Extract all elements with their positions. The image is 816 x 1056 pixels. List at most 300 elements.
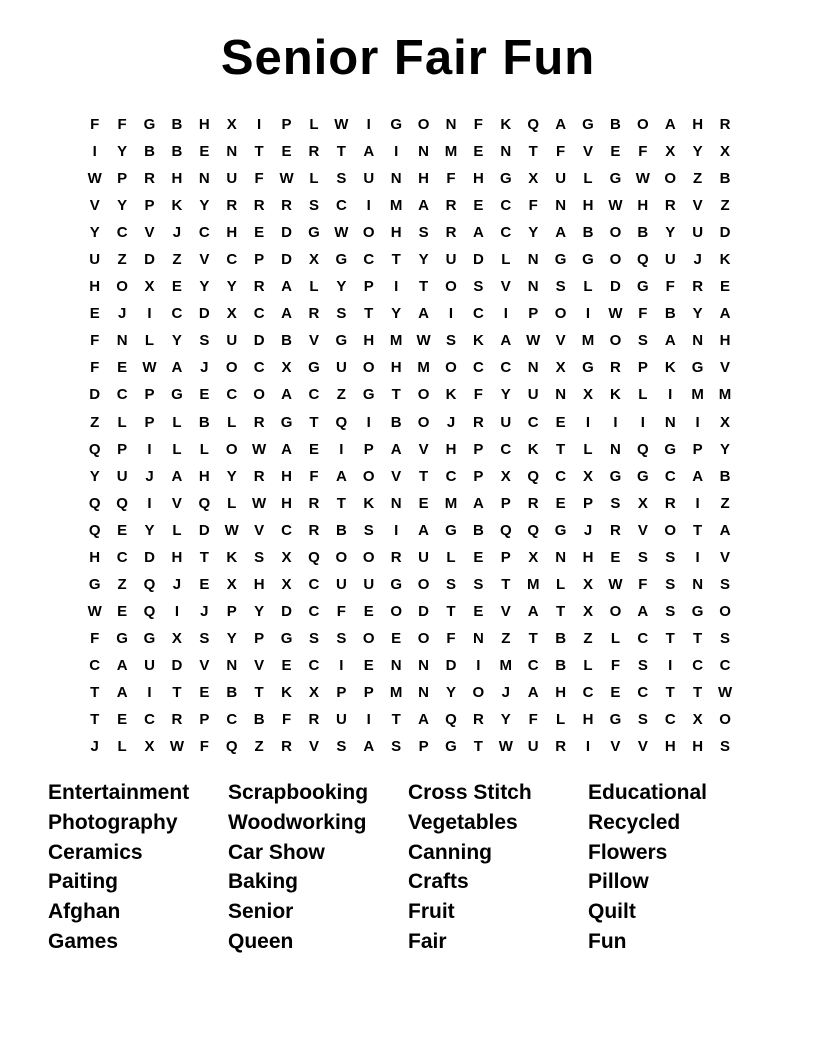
grid-cell: T [665, 684, 675, 701]
grid-cell: C [637, 684, 649, 701]
grid-cell: N [445, 116, 457, 134]
grid-cell: U [335, 359, 347, 377]
grid-cell: E [720, 278, 731, 296]
grid-cell: S [610, 494, 621, 512]
grid-cell: X [308, 684, 319, 701]
grid-cell: D [253, 332, 265, 350]
grid-cell: F [254, 170, 264, 188]
grid-cell: O [390, 602, 402, 620]
grid-cell: O [445, 278, 457, 296]
grid-cell: F [309, 467, 319, 485]
grid-cell: Z [693, 170, 703, 188]
grid-cell: J [583, 521, 593, 539]
grid-cell: I [339, 440, 344, 458]
grid-cell: T [336, 494, 346, 512]
grid-cell: S [720, 738, 731, 756]
grid-cell: J [117, 305, 127, 323]
word-list-item: Ceramics [48, 840, 143, 864]
grid-cell: D [719, 224, 731, 242]
grid-cell: Y [336, 278, 347, 296]
grid-cell: A [527, 602, 539, 620]
grid-row [81, 490, 739, 517]
grid-cell: N [472, 629, 484, 647]
grid-cell: A [664, 332, 676, 350]
grid-cell: U [692, 224, 704, 242]
grid-cell: Y [226, 467, 237, 485]
grid-cell: F [117, 116, 127, 134]
grid-cell: W [498, 738, 513, 756]
grid-cell: E [199, 575, 210, 593]
grid-cell: X [144, 738, 155, 756]
grid-cell: P [473, 440, 484, 458]
grid-cell: Y [117, 197, 128, 215]
word-list-item: Vegetables [408, 810, 518, 834]
grid-cell: A [281, 386, 292, 404]
grid-cell: R [692, 278, 704, 296]
grid-cell: Q [335, 413, 348, 431]
grid-cell: B [171, 143, 183, 161]
grid-row [81, 300, 739, 327]
grid-cell: C [555, 467, 567, 485]
grid-cell: V [500, 278, 511, 296]
grid-cell: B [472, 521, 484, 539]
grid-cell: Z [336, 386, 346, 404]
grid-cell: I [585, 413, 591, 431]
grid-cell: M [691, 386, 704, 404]
grid-cell: I [503, 305, 508, 323]
grid-cell: U [445, 251, 457, 269]
grid-cell: C [116, 548, 128, 566]
grid-cell: Y [144, 521, 155, 539]
grid-cell: G [582, 116, 594, 134]
grid-cell: A [363, 143, 375, 161]
grid-cell: X [583, 575, 594, 593]
grid-cell: O [719, 602, 731, 620]
grid-cell: H [692, 116, 704, 134]
grid-cell: H [582, 548, 594, 566]
grid-cell: T [693, 521, 703, 539]
grid-cell: V [391, 467, 402, 485]
grid-cell: V [308, 738, 319, 756]
grid-cell: G [143, 629, 156, 647]
grid-cell: V [637, 521, 648, 539]
grid-cell: G [88, 575, 101, 593]
grid-cell: F [199, 738, 209, 756]
grid-cell: V [254, 521, 265, 539]
grid-cell: E [199, 386, 210, 404]
grid-cell: U [363, 170, 375, 188]
grid-cell: D [171, 656, 183, 674]
grid-cell: A [363, 738, 375, 756]
grid-cell: V [610, 738, 621, 756]
grid-cell: O [362, 629, 375, 647]
grid-cell: A [281, 278, 292, 296]
grid-cell: S [336, 170, 347, 188]
grid-cell: H [390, 359, 402, 377]
word-list-item: Fruit [408, 900, 455, 924]
grid-cell: T [391, 711, 401, 729]
grid-cell: C [472, 359, 484, 377]
word-list-item: Educational [588, 781, 708, 804]
grid-cell: C [116, 386, 128, 404]
grid-cell: Z [501, 629, 511, 647]
grid-cell: F [638, 305, 648, 323]
grid-cell: Q [88, 521, 101, 539]
grid-cell: F [90, 332, 100, 350]
grid-cell: P [418, 738, 429, 756]
grid-cell: Q [143, 575, 156, 593]
grid-cell: E [610, 684, 621, 701]
word-list-item: Entertainment [48, 781, 190, 804]
grid-cell: Y [692, 143, 703, 161]
grid-cell: T [446, 602, 456, 620]
grid-cell: L [583, 656, 593, 674]
grid-cell: V [500, 602, 511, 620]
grid-cell: R [390, 548, 402, 566]
grid-cell: S [336, 629, 347, 647]
grid-cell: S [445, 332, 456, 350]
grid-cell: E [473, 548, 484, 566]
word-list-item: Games [48, 930, 119, 954]
grid-cell: I [585, 305, 591, 323]
word-list-item: Flowers [588, 840, 668, 864]
grid-cell: A [418, 711, 429, 729]
grid-cell: G [390, 116, 402, 134]
grid-cell: I [366, 197, 371, 215]
grid-cell: F [473, 116, 483, 134]
grid-cell: Y [692, 305, 703, 323]
grid-cell: H [582, 197, 594, 215]
grid-cell: R [308, 711, 320, 729]
grid-cell: N [555, 386, 567, 404]
grid-cell: Q [527, 116, 540, 134]
grid-cell: Q [308, 548, 320, 566]
grid-cell: R [144, 170, 155, 188]
grid-cell: M [389, 332, 403, 350]
grid-cell: D [198, 305, 210, 323]
grid-cell: Q [527, 467, 540, 485]
grid-cell: I [695, 548, 700, 566]
grid-cell: A [719, 521, 731, 539]
word-list-item: Recycled [588, 810, 681, 834]
grid-row [81, 733, 739, 760]
grid-cell: N [555, 548, 567, 566]
grid-cell: R [445, 197, 457, 215]
grid-cell: S [637, 656, 648, 674]
grid-cell: H [555, 684, 567, 701]
grid-cell: Y [89, 224, 100, 242]
word-list-column [228, 778, 408, 957]
grid-cell: C [198, 224, 210, 242]
grid-row [81, 354, 739, 381]
grid-cell: D [89, 386, 101, 404]
word-list-item: Crafts [408, 870, 469, 894]
grid-cell: J [501, 684, 510, 701]
grid-cell: X [583, 467, 594, 485]
grid-cell: P [363, 278, 374, 296]
grid-cell: N [390, 656, 402, 674]
grid-cell: C [692, 656, 704, 674]
grid-cell: L [172, 521, 182, 539]
grid-cell: C [308, 602, 320, 620]
grid-cell: N [692, 332, 704, 350]
grid-cell: L [556, 575, 566, 593]
grid-row [81, 327, 739, 354]
grid-cell: K [281, 684, 292, 701]
grid-cell: Q [88, 440, 101, 458]
grid-cell: C [308, 575, 320, 593]
grid-cell: N [390, 170, 402, 188]
grid-cell: A [171, 359, 183, 377]
grid-cell: C [226, 386, 238, 404]
grid-cell: D [445, 656, 457, 674]
grid-cell: O [609, 224, 622, 242]
grid-cell: S [555, 278, 566, 296]
grid-cell: O [636, 116, 649, 134]
grid-cell: P [363, 440, 374, 458]
grid-cell: N [527, 251, 539, 269]
grid-cell: V [199, 251, 210, 269]
grid-cell: H [719, 332, 731, 350]
grid-cell: X [555, 359, 566, 377]
grid-cell: F [610, 656, 620, 674]
grid-cell: F [556, 143, 566, 161]
word-list-item: Photography [48, 810, 178, 834]
grid-cell: Y [89, 467, 100, 485]
grid-cell: I [257, 116, 262, 134]
grid-cell: M [499, 656, 513, 674]
grid-cell: I [394, 521, 399, 539]
grid-cell: N [692, 575, 704, 593]
grid-cell: C [582, 684, 594, 701]
grid-cell: J [446, 413, 456, 431]
grid-cell: A [418, 521, 429, 539]
grid-cell: S [637, 548, 648, 566]
grid-cell: L [446, 548, 456, 566]
grid-cell: W [279, 170, 294, 188]
grid-cell: R [719, 116, 731, 134]
grid-cell: H [692, 738, 704, 756]
grid-cell: V [308, 332, 319, 350]
grid-cell: B [198, 413, 210, 431]
grid-cell: Z [720, 494, 730, 512]
grid-cell: D [144, 251, 155, 269]
grid-cell: B [719, 467, 731, 485]
grid-cell: O [472, 684, 485, 701]
word-list-item: Fair [408, 930, 447, 954]
grid-cell: F [90, 116, 100, 134]
grid-cell: X [144, 278, 155, 296]
grid-cell: T [556, 440, 566, 458]
grid-cell: F [90, 359, 100, 377]
grid-cell: R [527, 494, 539, 512]
grid-cell: S [665, 548, 676, 566]
word-search-grid [81, 111, 739, 760]
grid-row [81, 111, 739, 138]
grid-cell: T [199, 548, 209, 566]
grid-cell: W [224, 521, 239, 539]
grid-cell: T [556, 602, 566, 620]
grid-cell: P [254, 629, 265, 647]
grid-cell: Z [254, 738, 264, 756]
grid-cell: F [336, 602, 346, 620]
grid-cell: K [363, 494, 375, 512]
grid-row [81, 409, 739, 436]
grid-cell: T [90, 684, 100, 701]
grid-cell: A [335, 467, 347, 485]
grid-cell: L [199, 440, 209, 458]
grid-cell: H [418, 170, 429, 188]
grid-cell: Y [720, 440, 731, 458]
grid-cell: S [254, 548, 265, 566]
grid-cell: O [362, 548, 375, 566]
word-list-item: Paiting [48, 870, 119, 894]
grid-cell: M [417, 359, 430, 377]
grid-cell: X [583, 602, 594, 620]
grid-cell: C [171, 305, 183, 323]
grid-cell: R [253, 278, 265, 296]
grid-row [81, 273, 739, 300]
grid-cell: W [334, 116, 349, 134]
grid-cell: P [117, 440, 128, 458]
word-list-item: Senior [228, 900, 294, 924]
grid-cell: C [664, 467, 676, 485]
grid-cell: I [394, 143, 399, 161]
grid-cell: U [500, 413, 512, 431]
grid-cell: J [145, 467, 154, 485]
grid-cell: A [637, 602, 649, 620]
grid-cell: X [500, 467, 511, 485]
grid-cell: A [390, 440, 402, 458]
grid-cell: P [500, 494, 511, 512]
word-list-item: Pillow [588, 870, 649, 894]
word-list-column [48, 778, 228, 957]
grid-cell: I [147, 305, 152, 323]
grid-cell: G [691, 359, 704, 377]
grid-cell: W [635, 170, 650, 188]
word-list [48, 778, 768, 957]
grid-cell: R [308, 305, 320, 323]
grid-cell: H [89, 548, 101, 566]
grid-cell: I [394, 278, 399, 296]
grid-cell: E [418, 494, 429, 512]
grid-cell: M [444, 143, 458, 161]
grid-cell: S [336, 738, 347, 756]
grid-cell: G [308, 359, 320, 377]
grid-cell: L [638, 386, 648, 404]
grid-cell: R [472, 711, 484, 729]
grid-cell: M [526, 575, 540, 593]
grid-cell: I [366, 413, 371, 431]
grid-cell: P [336, 684, 347, 701]
grid-cell: D [281, 224, 292, 242]
grid-cell: J [693, 251, 702, 269]
grid-cell: C [144, 711, 155, 729]
grid-cell: O [609, 332, 622, 350]
grid-cell: R [281, 738, 292, 756]
grid-cell: L [117, 738, 127, 756]
grid-cell: P [281, 116, 292, 134]
grid-cell: B [664, 305, 676, 323]
grid-cell: X [665, 143, 676, 161]
grid-cell: E [473, 197, 484, 215]
grid-cell: B [281, 332, 292, 350]
grid-cell: U [226, 170, 238, 188]
grid-cell: Q [636, 440, 649, 458]
grid-cell: T [693, 629, 703, 647]
grid-cell: X [528, 548, 539, 566]
grid-cell: G [554, 521, 567, 539]
grid-cell: V [555, 332, 566, 350]
grid-cell: M [581, 332, 595, 350]
grid-cell: O [417, 116, 430, 134]
grid-cell: P [199, 711, 210, 729]
grid-cell: C [664, 711, 676, 729]
word-list-item: Car Show [228, 840, 325, 864]
grid-cell: R [171, 711, 183, 729]
grid-cell: X [226, 305, 237, 323]
grid-cell: U [144, 656, 155, 674]
grid-cell: C [253, 359, 265, 377]
grid-cell: Y [665, 224, 676, 242]
grid-row [81, 706, 739, 733]
grid-cell: D [418, 602, 429, 620]
grid-row [81, 571, 739, 598]
grid-cell: U [555, 170, 567, 188]
grid-cell: J [90, 738, 99, 756]
grid-row [81, 138, 739, 165]
grid-cell: M [389, 684, 403, 701]
grid-cell: Y [117, 143, 128, 161]
grid-row [81, 544, 739, 571]
grid-cell: U [418, 548, 429, 566]
grid-cell: F [665, 278, 675, 296]
grid-cell: L [583, 440, 593, 458]
grid-cell: R [253, 197, 265, 215]
grid-cell: B [144, 143, 155, 161]
grid-cell: N [418, 143, 429, 161]
grid-cell: G [171, 386, 183, 404]
grid-cell: H [89, 278, 101, 296]
grid-cell: A [472, 494, 484, 512]
grid-cell: V [720, 548, 731, 566]
grid-row [81, 192, 739, 219]
grid-cell: T [418, 278, 429, 296]
grid-cell: P [254, 251, 265, 269]
grid-cell: E [555, 494, 566, 512]
grid-cell: I [695, 413, 700, 431]
grid-cell: E [391, 629, 402, 647]
grid-cell: M [389, 197, 403, 215]
grid-cell: H [582, 711, 594, 729]
grid-cell: A [664, 116, 676, 134]
grid-cell: G [280, 413, 293, 431]
grid-cell: C [308, 386, 320, 404]
grid-cell: U [116, 467, 128, 485]
grid-cell: A [281, 305, 292, 323]
grid-cell: A [281, 440, 292, 458]
grid-cell: G [636, 278, 649, 296]
grid-cell: E [199, 684, 210, 701]
grid-cell: S [199, 332, 210, 350]
grid-cell: T [364, 305, 374, 323]
grid-cell: D [144, 548, 155, 566]
grid-cell: W [416, 332, 431, 350]
grid-cell: E [610, 548, 621, 566]
grid-cell: I [695, 494, 700, 512]
grid-cell: H [363, 332, 375, 350]
grid-cell: I [366, 116, 371, 134]
